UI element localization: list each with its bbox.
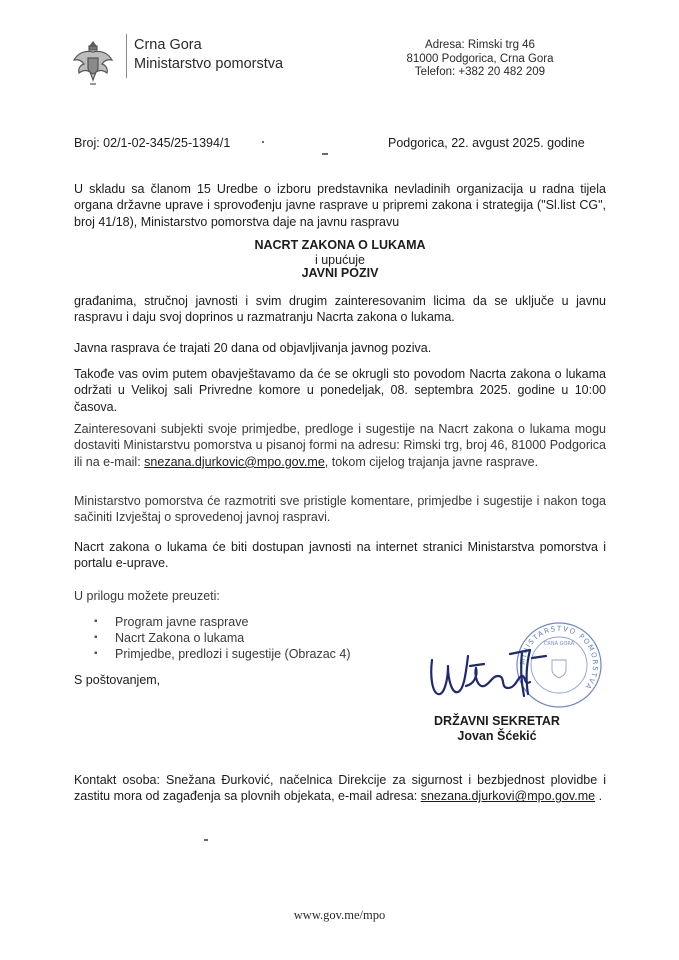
- list-item: [94, 630, 351, 646]
- contact-tail: .: [595, 789, 603, 804]
- signatory-title: DRŽAVNI SEKRETAR: [434, 714, 560, 728]
- review-paragraph: Ministarstvo pomorstva će razmotriti sve pristigle komentare, primjedbe i sugestije i nakon toga sačiniti Izvještaj o sprovedenoj javnoj raspravi.: [74, 494, 606, 525]
- attachments-intro: U prilogu možete preuzeti:: [74, 589, 220, 603]
- address-line-2: 81000 Podgorica, Crna Gora: [406, 52, 554, 65]
- availability-paragraph: Nacrt zakona o lukama će biti dostupan javnosti na internet stranici Ministarstva pomorstva i portalu e-uprave.: [74, 540, 606, 571]
- org-country: Crna Gora: [134, 37, 202, 53]
- contact-text: Kontakt osoba: Snežana Đurković, načelnica Direkcije za sigurnost i bezbjednost plovidbe i zastitu mora od zagađenja sa plovnih objekata, e-mail adresa:: [74, 773, 606, 804]
- comments-text: Zainteresovani subjekti svoje primjedbe, predloge i sugestije na Nacrt zakona o lukama mogu dostaviti Ministarstvu pomorstva u pisanoj formi na adresu: Rimski trg, broj 46, 81000 Podgorica ili na e-mail:: [74, 422, 606, 469]
- closing: S poštovanjem,: [74, 673, 161, 687]
- org-ministry: Ministarstvo pomorstva: [134, 56, 284, 72]
- document-title: NACRT ZAKONA O LUKAMA: [254, 238, 426, 252]
- header-divider: [126, 34, 127, 78]
- footer-url[interactable]: www.gov.me/mpo: [293, 908, 386, 922]
- attachment-label: Nacrt Zakona o lukama: [115, 631, 245, 645]
- address-line-3: Telefon: +382 20 482 209: [414, 66, 546, 78]
- roundtable-paragraph: Takođe vas ovim putem obavještavamo da će se okrugli sto povodom Nacrta zakona o lukama održati u Velikoj sali Privredne komore u ponedeljak, 08. septembra 2025. godine u 10:00 časova.: [74, 367, 606, 414]
- call-title: JAVNI POZIV: [301, 266, 379, 280]
- bullet-icon: ▪: [94, 616, 98, 627]
- bullet-icon: ▪: [94, 648, 98, 659]
- address-line-1: Adresa: Rimski trg 46: [425, 39, 535, 51]
- scan-speck: [262, 141, 264, 143]
- document-date: Podgorica, 22. avgust 2025. godine: [388, 136, 585, 150]
- scan-speck: [204, 839, 208, 841]
- list-item: [94, 646, 351, 662]
- organization-block: [134, 36, 283, 74]
- comments-tail: , tokom cijelog trajanja javne rasprave.: [324, 454, 539, 469]
- signatory-block: [432, 714, 562, 744]
- invite-paragraph: građanima, stručnoj javnosti i svim drugim zainteresovanim licima da se uključe u javnu raspravu i daju svoj doprinos u razmatranju Nacrta zakona o lukama.: [74, 294, 606, 325]
- reference-number: Broj: 02/1-02-345/25-1394/1: [74, 136, 231, 150]
- comments-paragraph: [74, 421, 606, 470]
- duration-paragraph: Javna rasprava će trajati 20 dana od objavljivanja javnog poziva.: [74, 341, 432, 355]
- coat-of-arms-icon: [68, 38, 118, 88]
- attachments-list: [94, 614, 351, 662]
- signatory-name: Jovan Šćekić: [457, 729, 537, 743]
- stamp-top-text: CRNA GORA: [543, 641, 575, 647]
- bullet-icon: ▪: [94, 632, 98, 643]
- attachment-label: Primjedbe, predlozi i sugestije (Obrazac 4): [115, 647, 351, 661]
- handwritten-signature: [426, 646, 556, 706]
- stamp-ring-text: MINISTARSTVO POMORSTVA: [518, 624, 600, 692]
- contact-paragraph: [74, 772, 606, 805]
- scan-speck: [322, 153, 328, 155]
- email-link[interactable]: snezana.djurkovic@mpo.gov.me: [144, 454, 325, 469]
- list-item: [94, 614, 351, 630]
- intro-paragraph: U skladu sa članom 15 Uredbe o izboru predstavnika nevladinih organizacija u radna tijela organa državne uprave i sprovođenju javne rasprave u pripremi zakona i strategija ("Sl.list CG", broj 41/18), Ministarstvo pomorstva daje na javnu raspravu: [74, 182, 606, 229]
- contact-email-link[interactable]: snezana.djurkovi@mpo.gov.me: [420, 789, 596, 804]
- attachment-label: Program javne rasprave: [115, 615, 249, 629]
- document-subtitle: i upućuje: [314, 253, 366, 267]
- address-block: [380, 39, 580, 80]
